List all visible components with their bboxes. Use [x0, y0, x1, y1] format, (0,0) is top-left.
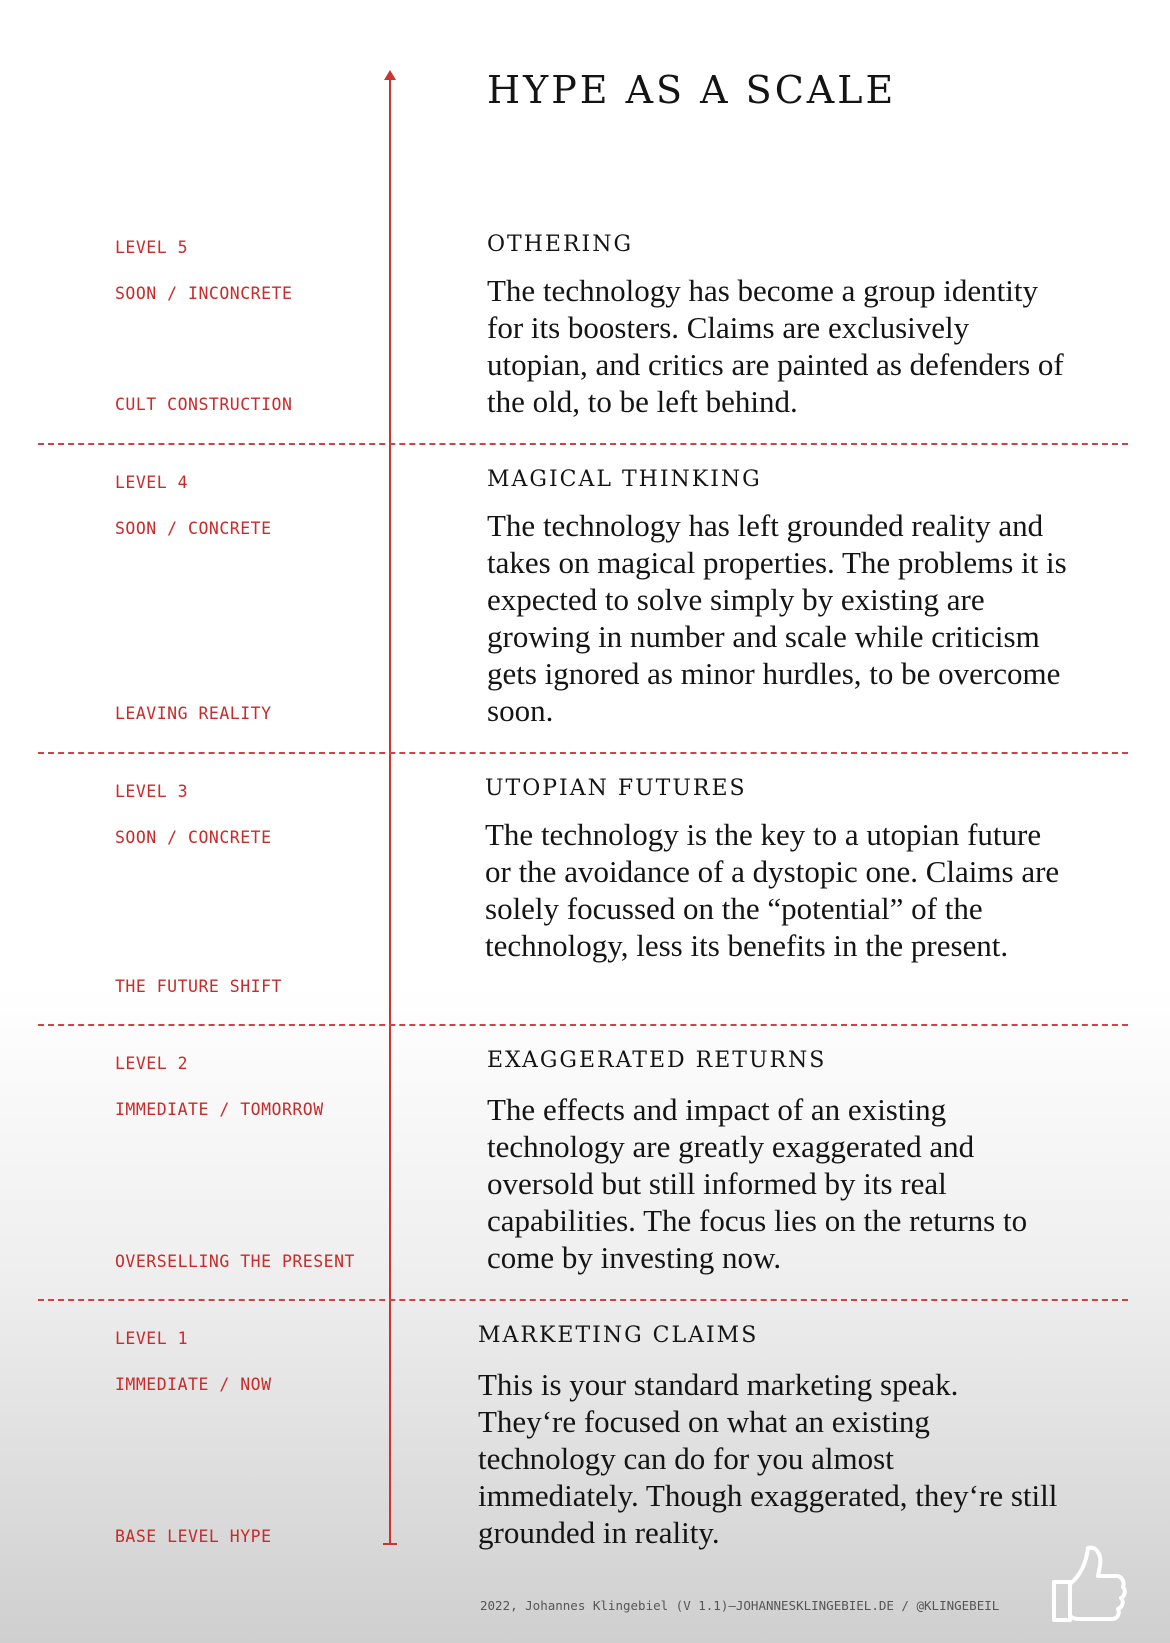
level-5-tagline: CULT CONSTRUCTION — [115, 395, 293, 414]
level-4-timeframe: SOON / CONCRETE — [115, 519, 272, 538]
level-5-description: The technology has become a group identity for its boosters. Claims are exclusively utopian, and critics are painted as defenders of the old, to be left behind. — [487, 273, 1064, 419]
axis-base-tick — [383, 1543, 397, 1545]
level-1-label: LEVEL 1 — [115, 1329, 189, 1348]
level-3-label: LEVEL 3 — [115, 782, 189, 801]
level-5-heading: OTHERING — [487, 232, 634, 257]
level-2-tagline: OVERSELLING THE PRESENT — [115, 1252, 355, 1271]
level-5-label: LEVEL 5 — [115, 238, 189, 257]
page-title: HYPE AS A SCALE — [487, 68, 897, 112]
level-4-heading: MAGICAL THINKING — [487, 467, 762, 492]
divider — [38, 752, 1128, 754]
divider — [38, 1024, 1128, 1026]
level-3-timeframe: SOON / CONCRETE — [115, 828, 272, 847]
divider — [38, 443, 1128, 445]
level-1-timeframe: IMMEDIATE / NOW — [115, 1375, 272, 1394]
divider — [38, 1299, 1128, 1301]
level-4-description: The technology has left grounded reality and takes on magical properties. The problems it is expected to solve simply by existing are growing in number and scale while criticism gets ignored as minor hurdles, to be overcome soon. — [487, 508, 1067, 728]
level-2-heading: EXAGGERATED RETURNS — [487, 1048, 827, 1073]
level-3-tagline: THE FUTURE SHIFT — [115, 977, 282, 996]
thumbs-up-icon[interactable] — [1046, 1542, 1128, 1624]
level-2-timeframe: IMMEDIATE / TOMORROW — [115, 1100, 324, 1119]
level-1-heading: MARKETING CLAIMS — [478, 1323, 759, 1348]
level-2-label: LEVEL 2 — [115, 1054, 189, 1073]
level-2-description: The effects and impact of an existing technology are greatly exaggerated and oversold but still informed by its real capabilities. The focus lies on the returns to come by investing now. — [487, 1092, 1028, 1275]
level-3-heading: UTOPIAN FUTURES — [485, 776, 747, 801]
footer-credit: 2022, Johannes Klingebiel (V 1.1)—JOHANNESKLINGEBIEL.DE / @KLINGEBEIL — [480, 1598, 1000, 1613]
level-4-label: LEVEL 4 — [115, 473, 189, 492]
hype-scale-axis — [389, 74, 391, 1544]
level-1-description: This is your standard marketing speak. They‘re focused on what an existing technology can do for you almost immediately. Though exaggerated, they‘re still grounded in reality. — [478, 1367, 1058, 1550]
level-3-description: The technology is the key to a utopian future or the avoidance of a dystopic one. Claims are solely focussed on the “potential” of the technology, less its benefits in the present. — [485, 817, 1060, 963]
level-5-timeframe: SOON / INCONCRETE — [115, 284, 293, 303]
level-4-tagline: LEAVING REALITY — [115, 704, 272, 723]
level-1-tagline: BASE LEVEL HYPE — [115, 1527, 272, 1546]
